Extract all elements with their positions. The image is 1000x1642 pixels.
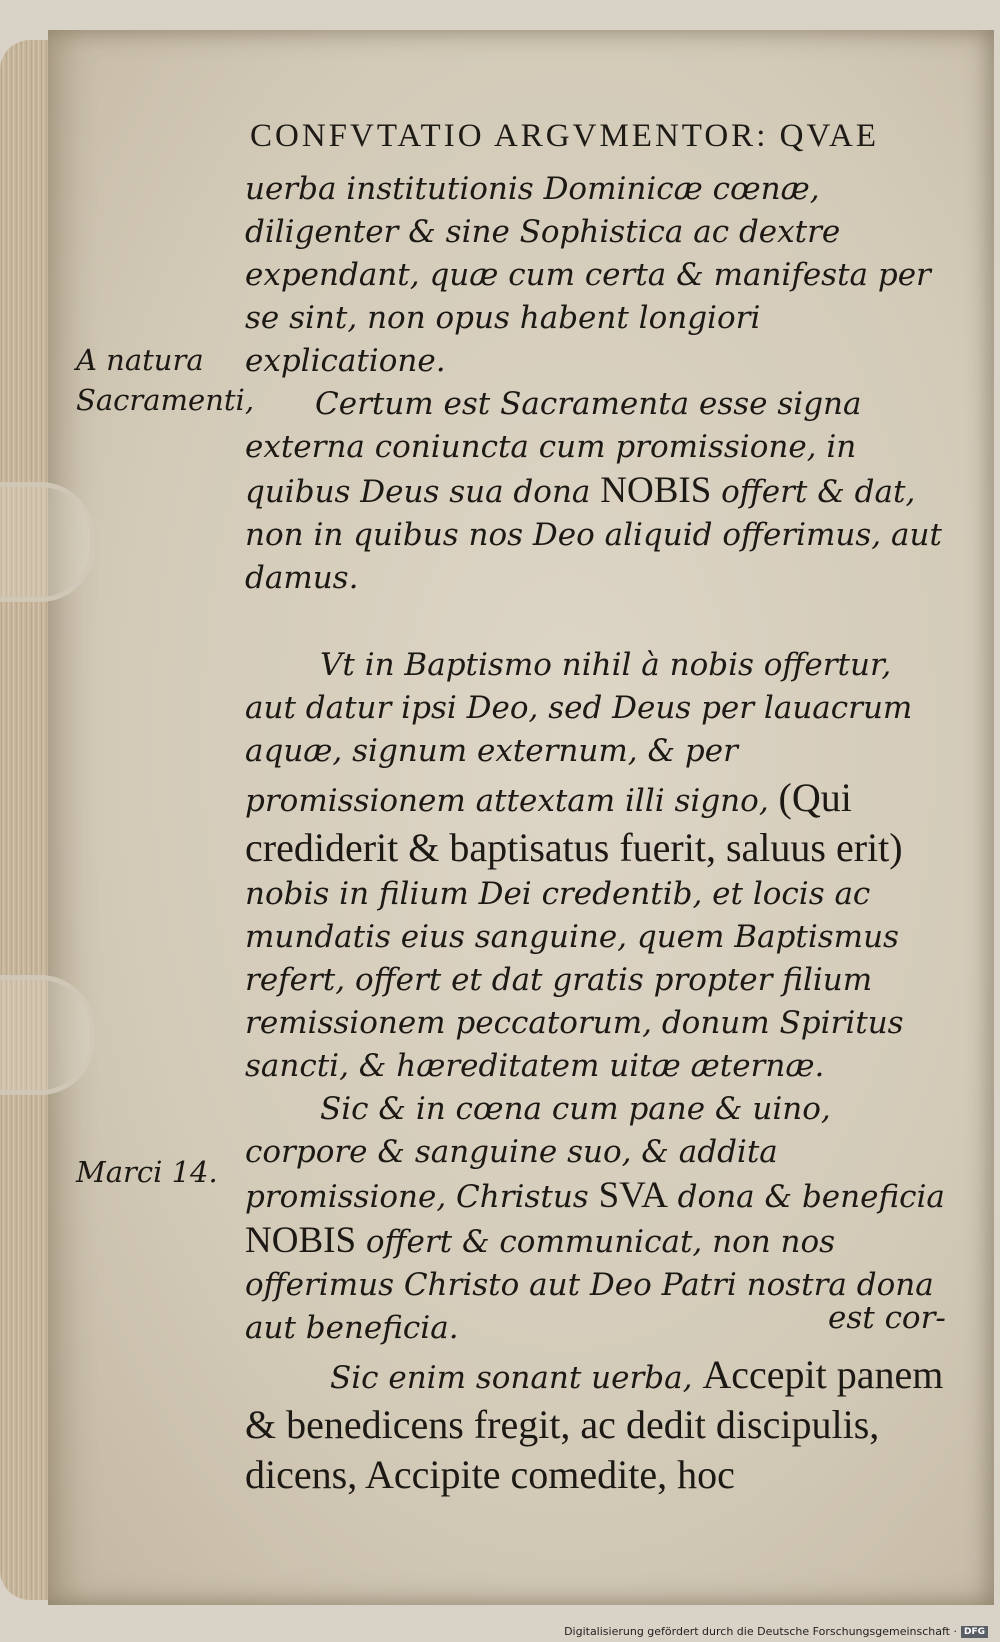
paragraph-2-text-a: Certum est Sacramenta esse signa externa coniuncta cum promissione, in quibus Deus sua dona [245,386,862,510]
paragraph-4-text-c: dona & beneficia [667,1179,945,1215]
paragraph-3 [245,644,945,1088]
paragraph-1: uerba institutionis Dominicæ cœnæ, diligenter & sine Sophistica ac dextre expendant, quæ cum certa & manifesta per se sint, non opus habent longiori explicatione. [245,171,931,379]
catchword: est cor- [828,1300,946,1336]
paragraph-4-text-a: Sic & in cœna cum pane & uino, corpore & sanguine suo, & addita promissione, Christus [245,1091,831,1215]
paragraph-5-text-a: Sic enim sonant uerba, [330,1360,703,1396]
margin-note-marci: Marci 14. [76,1155,218,1189]
paragraph-2-text-c: offert & dat, non in quibus nos Deo aliquid offerimus, aut damus. [245,474,942,596]
paragraph-2-roman: NOBIS [600,470,712,511]
footer-text: Digitalisierung gefördert durch die Deutsche Forschungsgemeinschaft · [564,1625,957,1638]
paragraph-4-sva: SVA [598,1175,668,1216]
paragraph-4-nobis: NOBIS [245,1220,357,1261]
paragraph-2 [245,383,945,600]
paragraph-3-text-a: Vt in Baptismo nihil à nobis offertur, aut datur ipsi Deo, sed Deus per lauacrum aquæ, signum externum, & per promissionem attextam illi signo, [245,647,913,819]
page-edges [0,40,52,1600]
running-header: CONFVTATIO ARGVMENTOR: QVAE [250,118,880,154]
paragraph-3-quote: (Qui crediderit & baptisatus fuerit, saluus erit) [245,775,903,870]
paragraph-4-text-e: offert & communicat, non nos offerimus Christo aut Deo Patri nostra dona aut beneficia. [245,1224,934,1346]
dfg-logo-icon: DFG [961,1626,988,1638]
digitization-footer [564,1625,988,1638]
paragraph-5 [245,1350,945,1500]
paragraph-3-text-c: nobis in filium Dei credentib, et locis ac mundatis eius sanguine, quem Baptismus refert, offert et dat gratis propter filium remissionem peccatorum, donum Spiritus sancti, & hæreditatem uitæ æternæ. [245,876,904,1084]
margin-note-natura: A natura Sacramenti, [76,343,255,417]
paragraph-5-quote: Accepit panem & benedicens fregit, ac dedit discipulis, dicens, Accipite comedite, hoc [245,1352,944,1497]
